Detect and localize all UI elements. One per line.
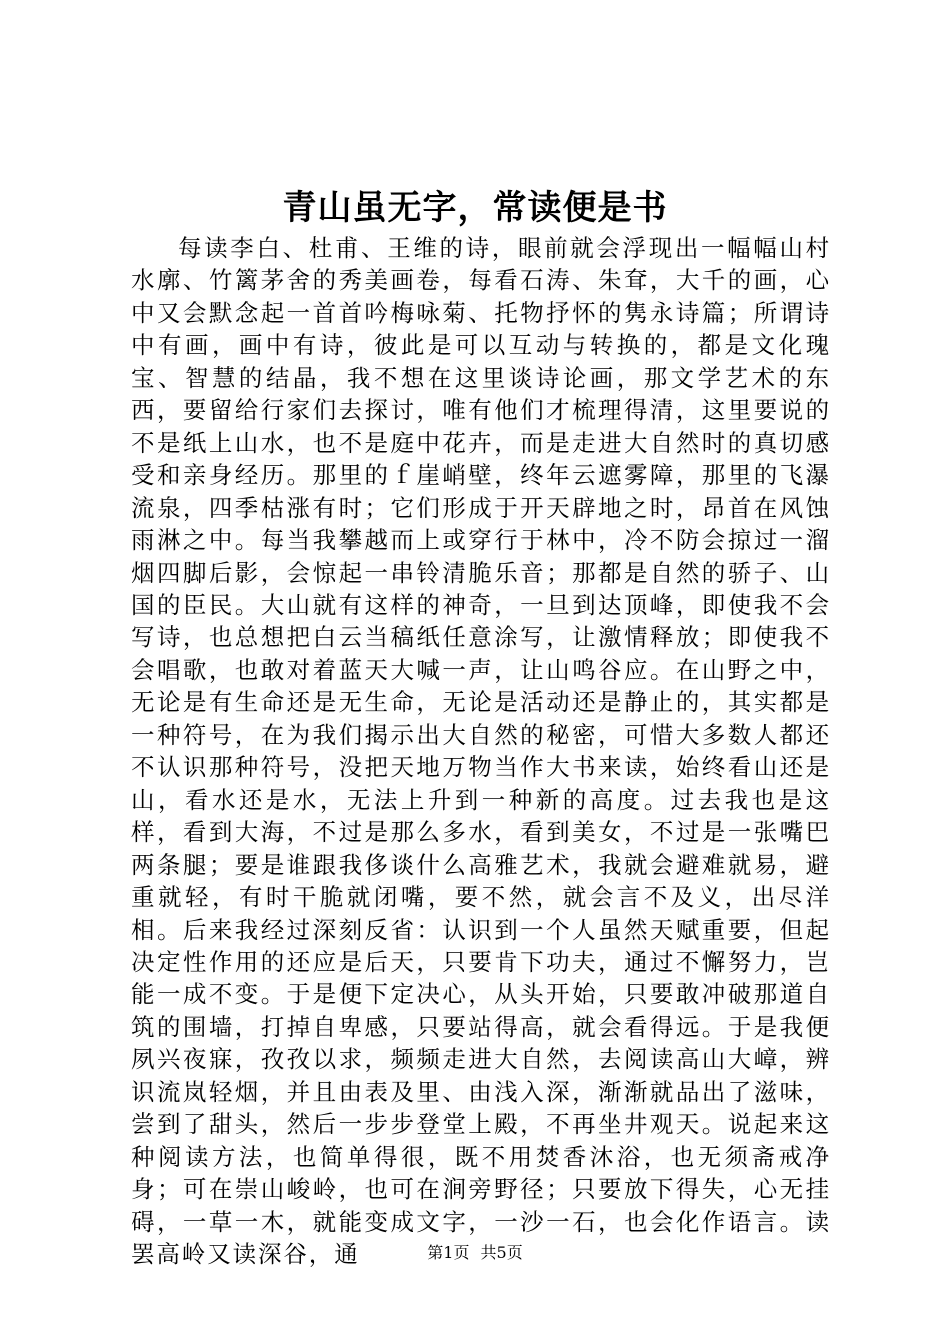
document-body-paragraph: 每读李白、杜甫、王维的诗，眼前就会浮现出一幅幅山村水廓、竹篱茅舍的秀美画卷，每看石涛、朱耷，大千的画，心中又会默念起一首首吟梅咏菊、托物抒怀的隽永诗篇；所谓诗中有画，画中有诗，彼此是可以互动与转换的，都是文化瑰宝、智慧的结晶，我不想在这里谈诗论画，那文学艺术的东西，要留给行家们去探讨，唯有他们才梳理得清，这里要说的不是纸上山水，也不是庭中花卉，而是走进大自然时的真切感受和亲身经历。那里的ｆ崖峭壁，终年云遮雾障，那里的飞瀑流泉，四季枯涨有时；它们形成于开天辟地之时，昂首在风蚀雨淋之中。每当我攀越而上或穿行于林中，冷不防会掠过一溜烟四脚后影，会惊起一串铃清脆乐音；那都是自然的骄子、山国的臣民。大山就有这样的神奇，一旦到达顶峰，即使我不会写诗，也总想把白云当稿纸任意涂写，让激情释放；即使我不会唱歌，也敢对着蓝天大喊一声，让山鸣谷应。在山野之中，无论是有生命还是无生命，无论是活动还是静止的，其实都是一种符号，在为我们揭示出大自然的秘密，可惜大多数人都还不认识那种符号，没把天地万物当作大书来读，始终看山还是山，看水还是水，无法上升到一种新的高度。过去我也是这样，看到大海，不过是那么多水，看到美女，不过是一张嘴巴两条腿；要是谁跟我侈谈什么高雅艺术，我就会避难就易，避重就轻，有时干脆就闭嘴，要不然，就会言不及义，出尽洋相。后来我经过深刻反省：认识到一个人虽然天赋重要，但起决定性作用的还应是后天，只要肯下功夫，通过不懈努力，岂能一成不变。于是便下定决心，从头开始，只要敢冲破那道自筑的围墙，打掉自卑感，只要站得高，就会看得远。于是我便夙兴夜寐，孜孜以求，频频走进大自然，去阅读高山大嶂，辨识流岚轻烟，并且由表及里、由浅入深，渐渐就品出了滋味，尝到了甜头，然后一步步登堂上殿，不再坐井观天。说起来这种阅读方法，也简单得很，既不用焚香沐浴，也无须斋戒净身；可在崇山峻岭，也可在涧旁野径；只要放下得失，心无挂碍，一草一木，就能变成文字，一沙一石，也会化作语言。读罢高岭又读深谷，通: [131, 234, 831, 1269]
document-title: 青山虽无字，常读便是书: [282, 188, 668, 228]
page-number: 第1页: [427, 1243, 470, 1262]
page-total: 共5页: [480, 1243, 523, 1262]
page-footer: [0, 1242, 950, 1264]
